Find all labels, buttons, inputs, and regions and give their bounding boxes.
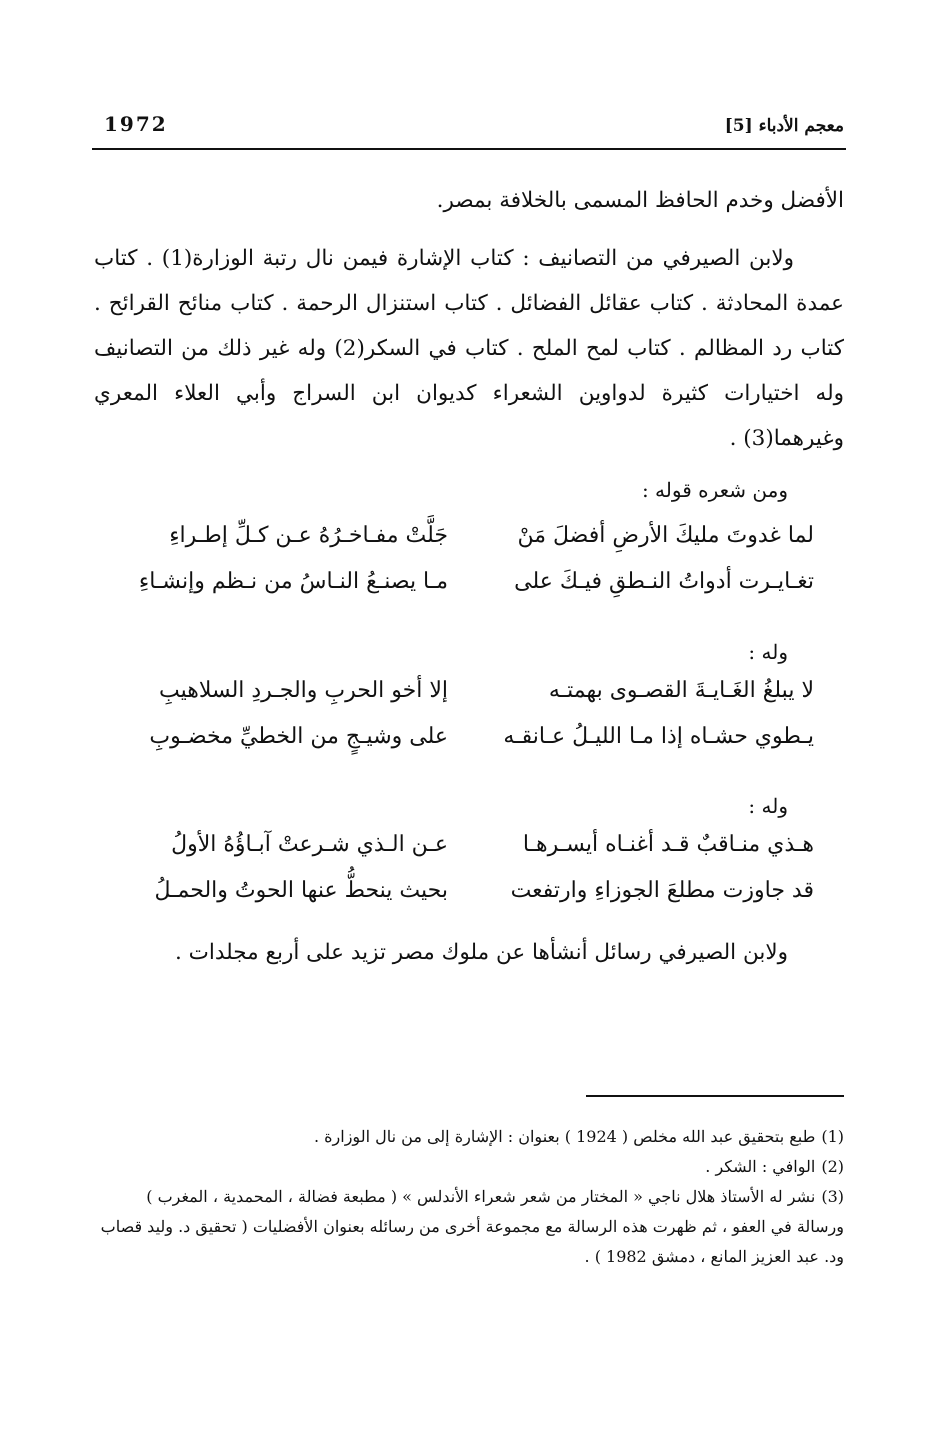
footnote-number: (3)	[821, 1187, 844, 1206]
footnote-text: نشر له الأستاذ هلال ناجي « المختار من شعر شعراء الأندلس » ( مطبعة فضالة ، المحمدية ، المغرب ) ورسالة في العفو ، ثم ظهرت هذه الرسالة مع مجموعة أخرى من رسائله بعنوان الأفضليات ( تحقيق د. وليد قصاب ود. عبد العزيز المانع ، دمشق 1982 ) .	[100, 1187, 844, 1266]
verse-second-hemistich: إلا أخو الحربِ والجـردِ السلاهيبِ	[158, 678, 448, 703]
verse-line	[118, 523, 814, 569]
footnote	[94, 1182, 844, 1272]
paragraph-works: ولابن الصيرفي من التصانيف : كتاب الإشارة فيمن نال رتبة الوزارة(1) . كتاب عمدة المحادثة . كتاب عقائل الفضائل . كتاب استنزال الرحمة . كتاب منائح القرائح . كتاب رد المظالم . كتاب لمح الملح . كتاب في السكر(2) وله غير ذلك من التصانيف وله اختيارات كثيرة لدواوين الشعراء كديوان ابن السراج وأبي العلاء المعري وغيرهما(3) .	[94, 246, 844, 451]
verse-first-hemistich: لما غدوتَ مليكَ الأرضِ أفضلَ مَنْ	[517, 523, 814, 548]
verse-second-hemistich: جَلَّتْ مفـاخـرُهُ عـن كـلِّ إطـراءِ	[169, 523, 448, 548]
page-header	[92, 108, 846, 150]
footnote	[94, 1122, 844, 1152]
verse-first-hemistich: يـطوي حشـاه إذا مـا الليـلُ عـانقـه	[503, 724, 814, 749]
verse-first-hemistich: هـذي منـاقبٌ قـد أغنـاه أيسـرهـا	[522, 832, 814, 857]
verse-line	[118, 569, 814, 615]
footnote	[94, 1152, 844, 1182]
poem-intro: ومن شعره قوله :	[641, 478, 788, 502]
page-number: 1972	[104, 112, 168, 136]
footnote-number: (1)	[821, 1127, 844, 1146]
verse-first-hemistich: قد جاوزت مطلعَ الجوزاءِ وارتفعت	[510, 878, 814, 903]
closing-paragraph: ولابن الصيرفي رسائل أنشأها عن ملوك مصر تزيد على أربع مجلدات .	[175, 940, 788, 965]
footnote-number: (2)	[821, 1157, 844, 1176]
poem-intro: وله :	[748, 640, 788, 664]
verse-line	[118, 878, 814, 924]
verse-second-hemistich: بحيث ينحطُّ عنها الحوتُ والحمـلُ	[154, 878, 448, 903]
verse-first-hemistich: تغـايـرت أدواتُ النـطقِ فيـكَ على	[514, 569, 814, 594]
poem-intro: وله :	[748, 794, 788, 818]
verse-second-hemistich: عـن الـذي شـرعتْ آبـاؤُهُ الأولُ	[171, 832, 448, 857]
verse-first-hemistich: لا يبلغُ الغَـايـةَ القصـوى بهمتـه	[548, 678, 814, 703]
footnote-text: طبع بتحقيق عبد الله مخلص ( 1924 ) بعنوان : الإشارة إلى من نال الوزارة .	[313, 1127, 816, 1146]
verse-second-hemistich: على وشيـجٍ من الخطيِّ مخضـوبِ	[149, 724, 448, 749]
paragraph-continuation: الأفضل وخدم الحافظ المسمى بالخلافة بمصر.	[436, 188, 844, 213]
verse-line	[118, 678, 814, 724]
verse-line	[118, 724, 814, 770]
verse-second-hemistich: مـا يصنـعُ النـاسُ من نـظم وإنشـاءِ	[138, 569, 448, 594]
verse-line	[118, 832, 814, 878]
running-title: معجم الأدباء [5]	[724, 116, 844, 136]
footnotes	[94, 1122, 844, 1272]
footnote-text: الوافي : الشكر .	[705, 1157, 816, 1176]
footnote-separator	[586, 1095, 844, 1097]
